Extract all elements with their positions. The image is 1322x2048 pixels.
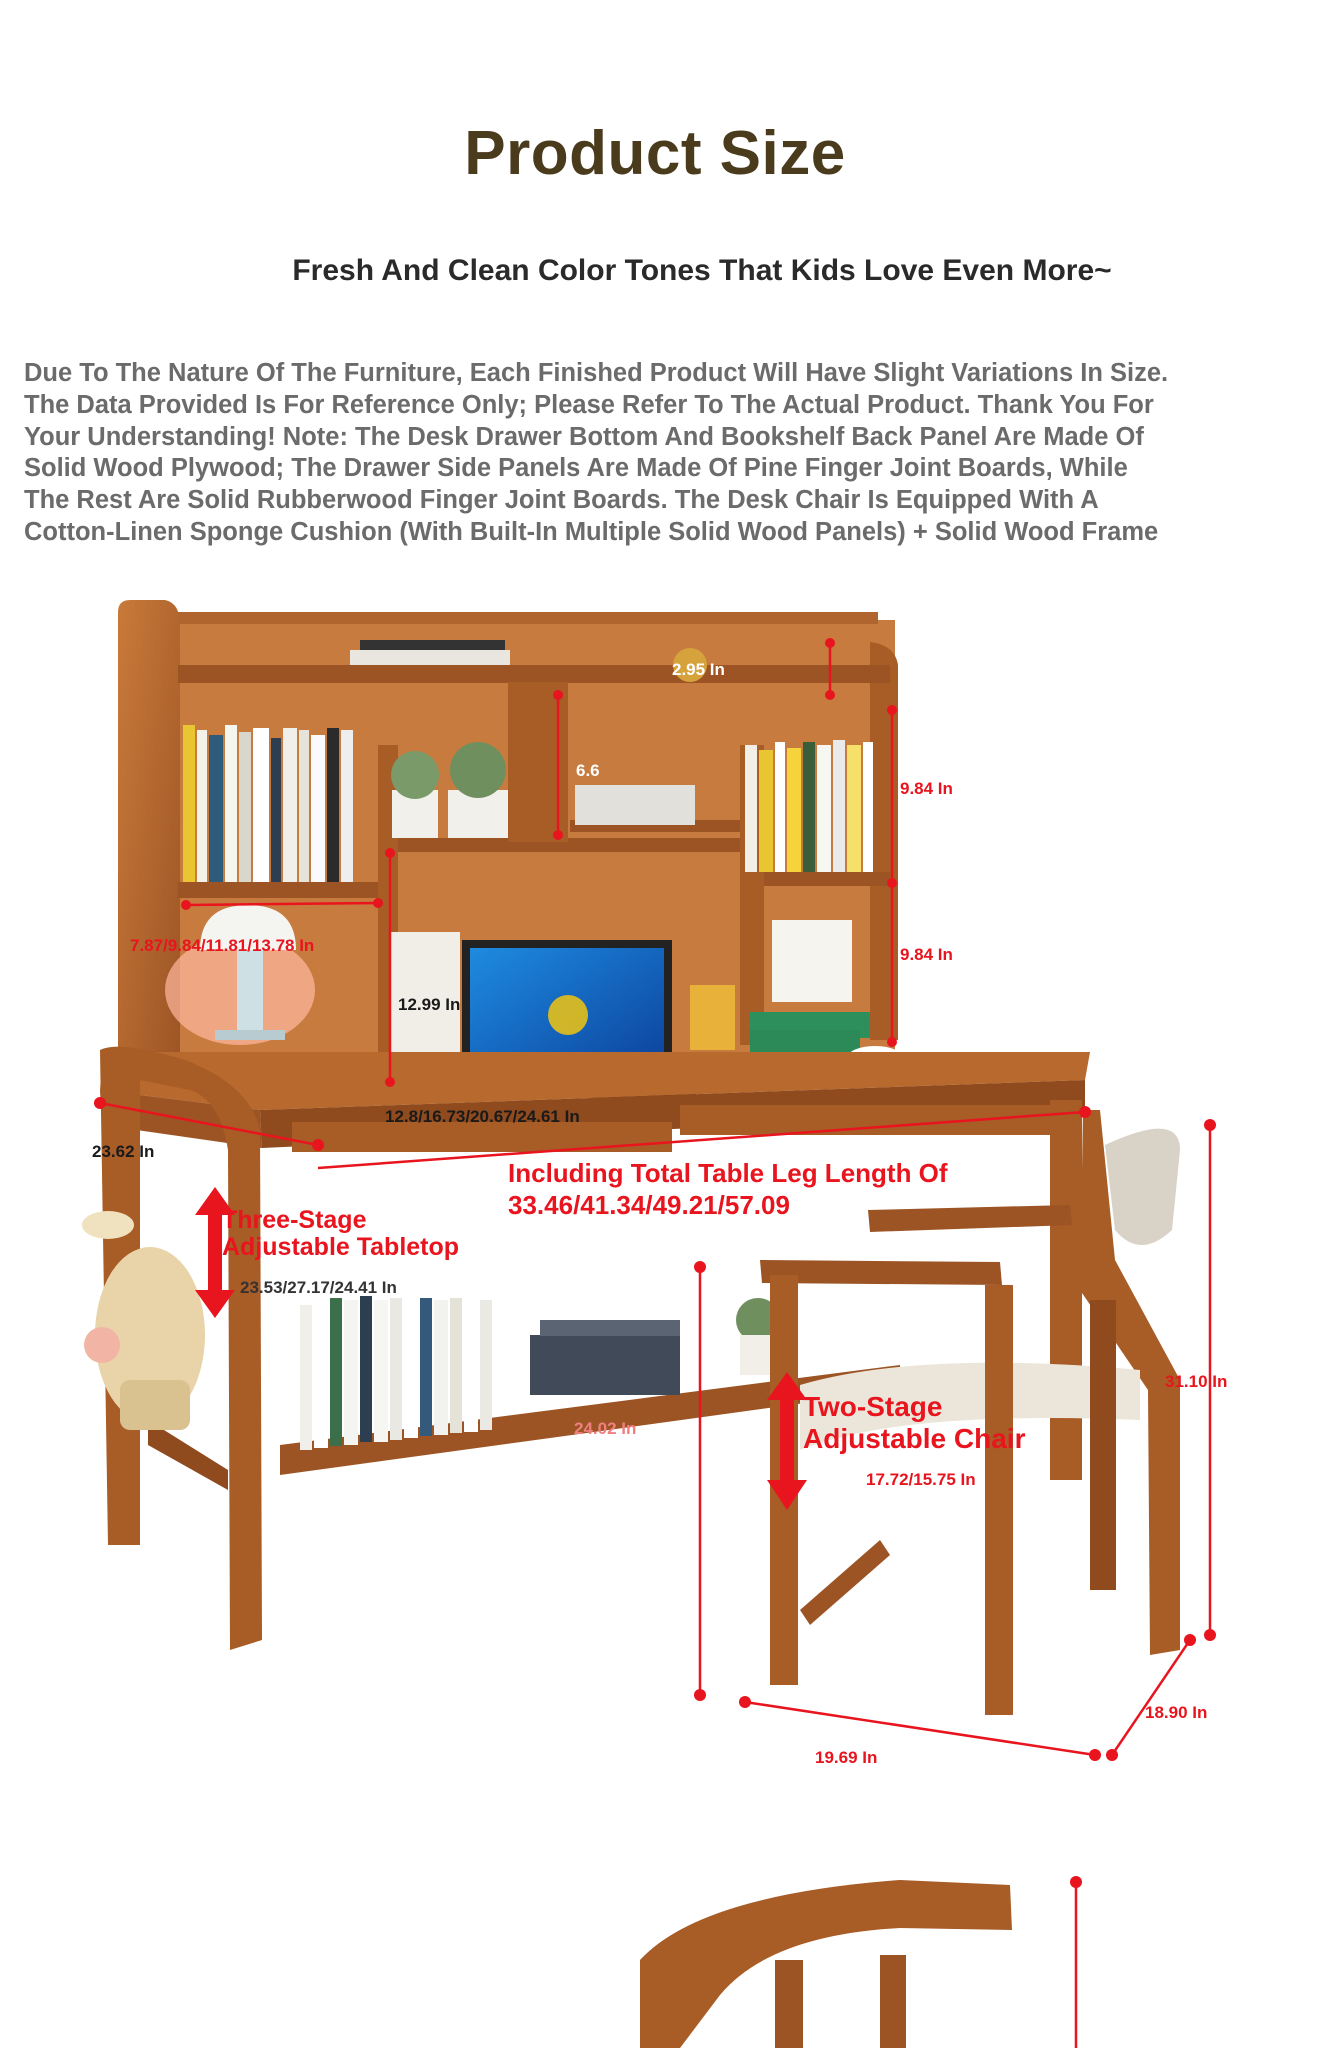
chair-preview-bottom — [640, 1876, 1082, 2048]
notice-line: Due To The Nature Of The Furniture, Each Finished Product Will Have Slight Variations In Size. — [24, 359, 1169, 387]
page-title: Product Size — [464, 119, 846, 188]
dim-lower-right-shelf: 9.84 In — [900, 945, 953, 964]
dim-hutch-depth: 7.87/9.84/11.81/13.78 In — [130, 936, 315, 955]
dim-legroom: 24.02 In — [574, 1419, 637, 1438]
product-dimension-illustration — [0, 590, 1322, 2048]
notice-line: The Data Provided Is For Reference Only; Please Refer To The Actual Product. Thank You For — [24, 390, 1154, 419]
dim-tabletop-height: 23.53/27.17/24.41 In — [240, 1278, 397, 1297]
notice-line: The Rest Are Solid Rubberwood Finger Joint Boards. The Desk Chair Is Equipped With A — [24, 486, 1099, 515]
dim-chair-height: 31.10 In — [1165, 1372, 1228, 1391]
books-right — [745, 740, 873, 872]
desk — [100, 1047, 1090, 1650]
dim-chair-label-2: Adjustable Chair — [803, 1423, 1026, 1454]
dim-upper-right-shelf: 9.84 In — [900, 779, 953, 798]
dim-chair-label-1: Two-Stage — [803, 1391, 943, 1422]
dim-total-leg-label: Including Total Table Leg Length Of — [508, 1158, 948, 1188]
notice-line: Solid Wood Plywood; The Drawer Side Panels Are Made Of Pine Finger Joint Boards, While — [24, 454, 1128, 483]
page-subtitle: Fresh And Clean Color Tones That Kids Love Even More~ — [292, 254, 1112, 287]
dim-shelf-gap: 6.6 — [576, 761, 600, 780]
notice-line: Your Understanding! Note: The Desk Drawer Bottom And Bookshelf Back Panel Are Made Of — [24, 422, 1144, 451]
backpack — [82, 1211, 205, 1430]
dim-top-panel: 2.95 In — [672, 660, 725, 679]
dim-tabletop-label-1: Three-Stage — [222, 1206, 367, 1234]
dim-chair-width: 19.69 In — [815, 1748, 878, 1767]
dim-desk-width: 12.8/16.73/20.67/24.61 In — [385, 1107, 580, 1126]
dim-seat-height: 17.72/15.75 In — [866, 1470, 976, 1489]
notice-line: Cotton-Linen Sponge Cushion (With Built-In Multiple Solid Wood Panels) + Solid Wood Frame — [24, 517, 1159, 546]
dim-hutch-height: 12.99 In — [398, 995, 461, 1014]
size-notice — [24, 358, 1299, 549]
dim-tabletop-label-2: Adjustable Tabletop — [222, 1233, 460, 1261]
dim-total-leg-values: 33.46/41.34/49.21/57.09 — [508, 1190, 790, 1220]
dim-desk-depth: 23.62 In — [92, 1142, 155, 1161]
dim-chair-depth: 18.90 In — [1145, 1703, 1208, 1722]
